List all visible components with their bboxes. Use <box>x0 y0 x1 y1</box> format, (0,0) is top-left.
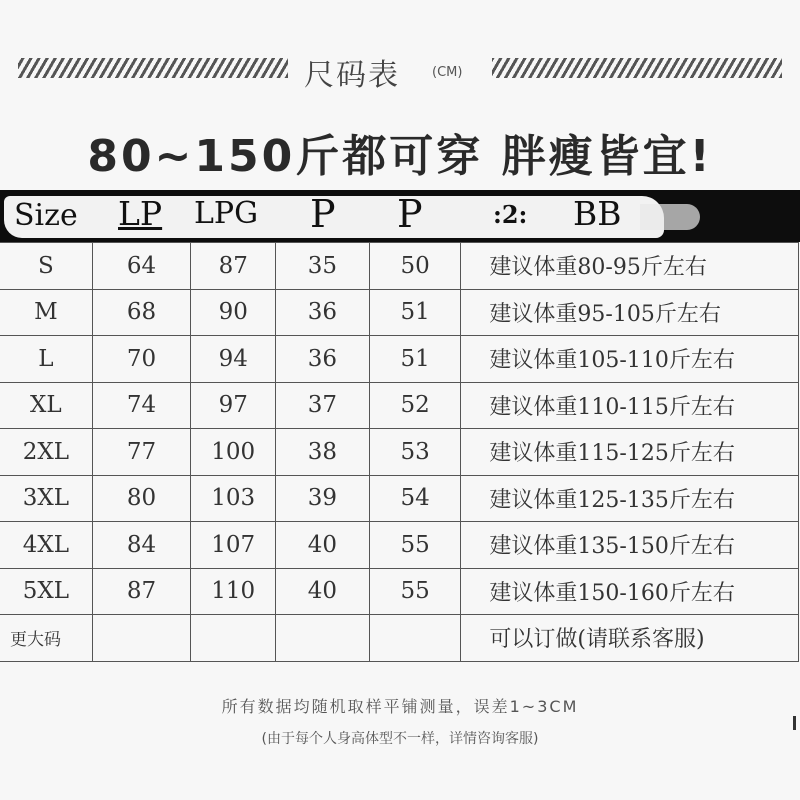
table-cell: 建议体重135-150斤左右 <box>461 522 799 569</box>
table-cell: 35 <box>276 243 370 290</box>
table-cell: 建议体重110-115斤左右 <box>461 382 799 429</box>
table-row <box>0 429 799 476</box>
table-cell: 建议体重80-95斤左右 <box>461 243 799 290</box>
table-cell: 建议体重150-160斤左右 <box>461 568 799 615</box>
table-cell: 2XL <box>0 429 92 476</box>
table-cell: 建议体重115-125斤左右 <box>461 429 799 476</box>
table-cell: 84 <box>92 522 191 569</box>
edge-mark <box>793 716 796 730</box>
table-row <box>0 475 799 522</box>
table-cell: 50 <box>369 243 461 290</box>
table-cell: 103 <box>191 475 276 522</box>
table-cell: 建议体重125-135斤左右 <box>461 475 799 522</box>
table-cell <box>369 615 461 662</box>
table-cell: 70 <box>92 336 191 383</box>
table-cell: 100 <box>191 429 276 476</box>
table-cell: S <box>0 243 92 290</box>
table-cell: 4XL <box>0 522 92 569</box>
table-cell <box>92 615 191 662</box>
table-cell: 80 <box>92 475 191 522</box>
column-header-bb: BB <box>573 194 622 233</box>
table-cell: 87 <box>191 243 276 290</box>
table-cell: 39 <box>276 475 370 522</box>
table-cell: 54 <box>369 475 461 522</box>
table-cell: 36 <box>276 336 370 383</box>
table-cell: 110 <box>191 568 276 615</box>
table-cell: 40 <box>276 522 370 569</box>
table-cell: 55 <box>369 522 461 569</box>
table-cell: 51 <box>369 289 461 336</box>
table-cell: 87 <box>92 568 191 615</box>
table-row <box>0 289 799 336</box>
size-chart-unit: (CM) <box>432 65 463 80</box>
decorative-stripes-left <box>18 58 288 78</box>
size-table <box>0 242 799 662</box>
table-cell: 90 <box>191 289 276 336</box>
table-cell: 36 <box>276 289 370 336</box>
table-cell: 97 <box>191 382 276 429</box>
column-header-p-2: P <box>397 192 423 236</box>
table-cell: 74 <box>92 382 191 429</box>
table-cell <box>276 615 370 662</box>
header-band-brush-tail <box>640 204 700 230</box>
column-header-lpg: LPG <box>194 196 259 231</box>
size-table-body <box>0 243 799 662</box>
column-header-size: Size <box>14 198 78 233</box>
table-cell: 建议体重105-110斤左右 <box>461 336 799 383</box>
table-cell <box>191 615 276 662</box>
table-cell: 94 <box>191 336 276 383</box>
table-row <box>0 615 799 662</box>
table-row <box>0 568 799 615</box>
table-cell: L <box>0 336 92 383</box>
table-cell: 更大码 <box>0 615 92 662</box>
table-row <box>0 522 799 569</box>
table-cell: 53 <box>369 429 461 476</box>
headline: 80~150斤都可穿 胖瘦皆宜! <box>87 131 713 182</box>
table-cell: 77 <box>92 429 191 476</box>
table-cell: 107 <box>191 522 276 569</box>
table-cell: 68 <box>92 289 191 336</box>
column-header-band <box>0 190 800 242</box>
size-chart-title: 尺码表 <box>304 58 400 93</box>
decorative-stripes-right <box>492 58 782 78</box>
table-cell: 建议体重95-105斤左右 <box>461 289 799 336</box>
table-row <box>0 336 799 383</box>
table-cell: M <box>0 289 92 336</box>
table-cell: XL <box>0 382 92 429</box>
table-cell: 可以订做(请联系客服) <box>461 615 799 662</box>
table-cell: 40 <box>276 568 370 615</box>
measurement-note: 所有数据均随机取样平铺测量，误差1~3CM <box>221 697 579 716</box>
table-cell: 37 <box>276 382 370 429</box>
column-header-mark: :2: <box>493 200 528 229</box>
size-chart-header <box>0 46 800 92</box>
consult-note: (由于每个人身高体型不一样，详情咨询客服) <box>261 731 539 747</box>
column-header-lp: LP <box>118 194 163 233</box>
table-row <box>0 243 799 290</box>
table-cell: 64 <box>92 243 191 290</box>
table-cell: 5XL <box>0 568 92 615</box>
table-cell: 38 <box>276 429 370 476</box>
column-header-p-1: P <box>310 192 336 236</box>
table-cell: 51 <box>369 336 461 383</box>
table-cell: 55 <box>369 568 461 615</box>
table-cell: 52 <box>369 382 461 429</box>
table-row <box>0 382 799 429</box>
table-cell: 3XL <box>0 475 92 522</box>
